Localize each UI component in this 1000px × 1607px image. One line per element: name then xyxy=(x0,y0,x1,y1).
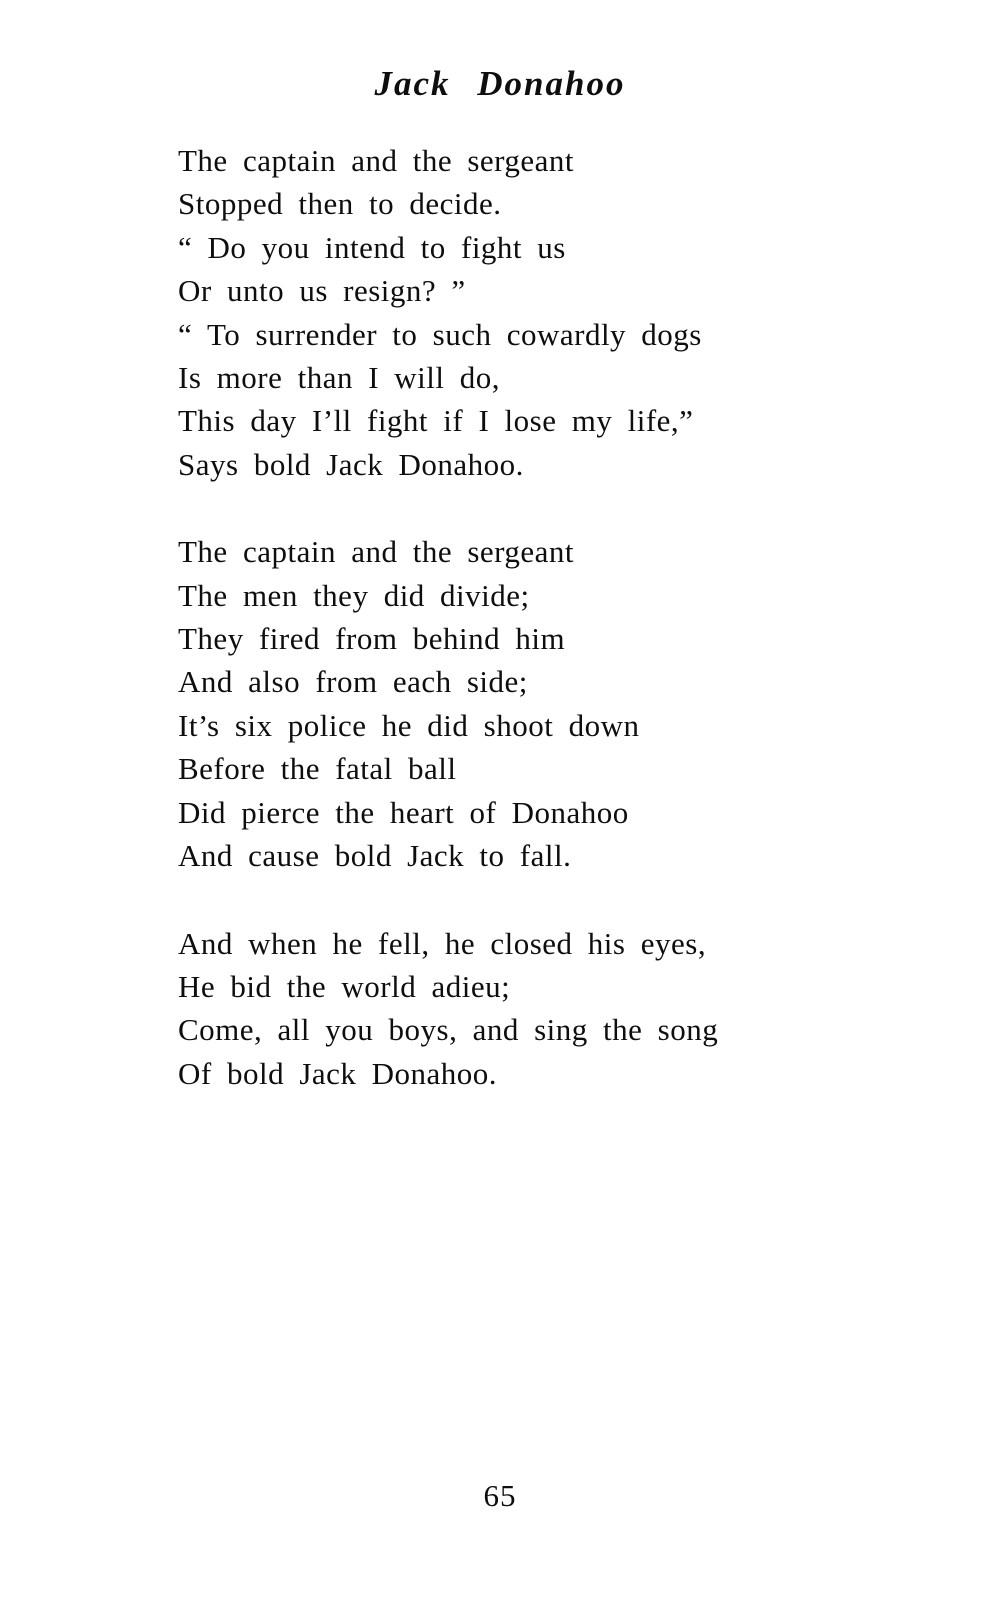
stanza-3 xyxy=(178,922,898,1096)
poem-line: The captain and the sergeant xyxy=(178,534,575,570)
poem-line: “ To surrender to such cowardly dogs xyxy=(178,316,702,352)
poem-line: It’s six police he did shoot down xyxy=(178,707,640,743)
poem-line: “ Do you intend to fight us xyxy=(178,229,566,265)
poem-line: He bid the world adieu; xyxy=(178,968,511,1004)
poem-line: The men they did divide; xyxy=(178,577,530,613)
poem-line: And when he fell, he closed his eyes, xyxy=(178,925,707,961)
poem-body xyxy=(178,139,898,1139)
poem-line: The captain and the sergeant xyxy=(178,143,575,178)
poem-title: Jack Donahoo xyxy=(374,64,626,103)
stanza-2 xyxy=(178,530,898,877)
poem-line: Stopped then to decide. xyxy=(178,186,502,222)
poem-line: Or unto us resign? ” xyxy=(178,273,466,309)
poem-line: They fired from behind him xyxy=(178,621,566,657)
poem-line: Says bold Jack Donahoo. xyxy=(178,446,524,482)
poem-line: Come, all you boys, and sing the song xyxy=(178,1012,719,1048)
stanza-1 xyxy=(178,139,898,486)
poem-line: And also from each side; xyxy=(178,664,528,700)
poem-line: Is more than I will do, xyxy=(178,360,501,396)
poem-line: Of bold Jack Donahoo. xyxy=(178,1055,498,1091)
poem-line: This day I’ll fight if I lose my life,” xyxy=(178,403,694,439)
page-number: 65 xyxy=(483,1478,517,1513)
poem-line: Did pierce the heart of Donahoo xyxy=(178,794,629,830)
poem-line: Before the fatal ball xyxy=(178,751,457,787)
poem-line: And cause bold Jack to fall. xyxy=(178,838,572,874)
